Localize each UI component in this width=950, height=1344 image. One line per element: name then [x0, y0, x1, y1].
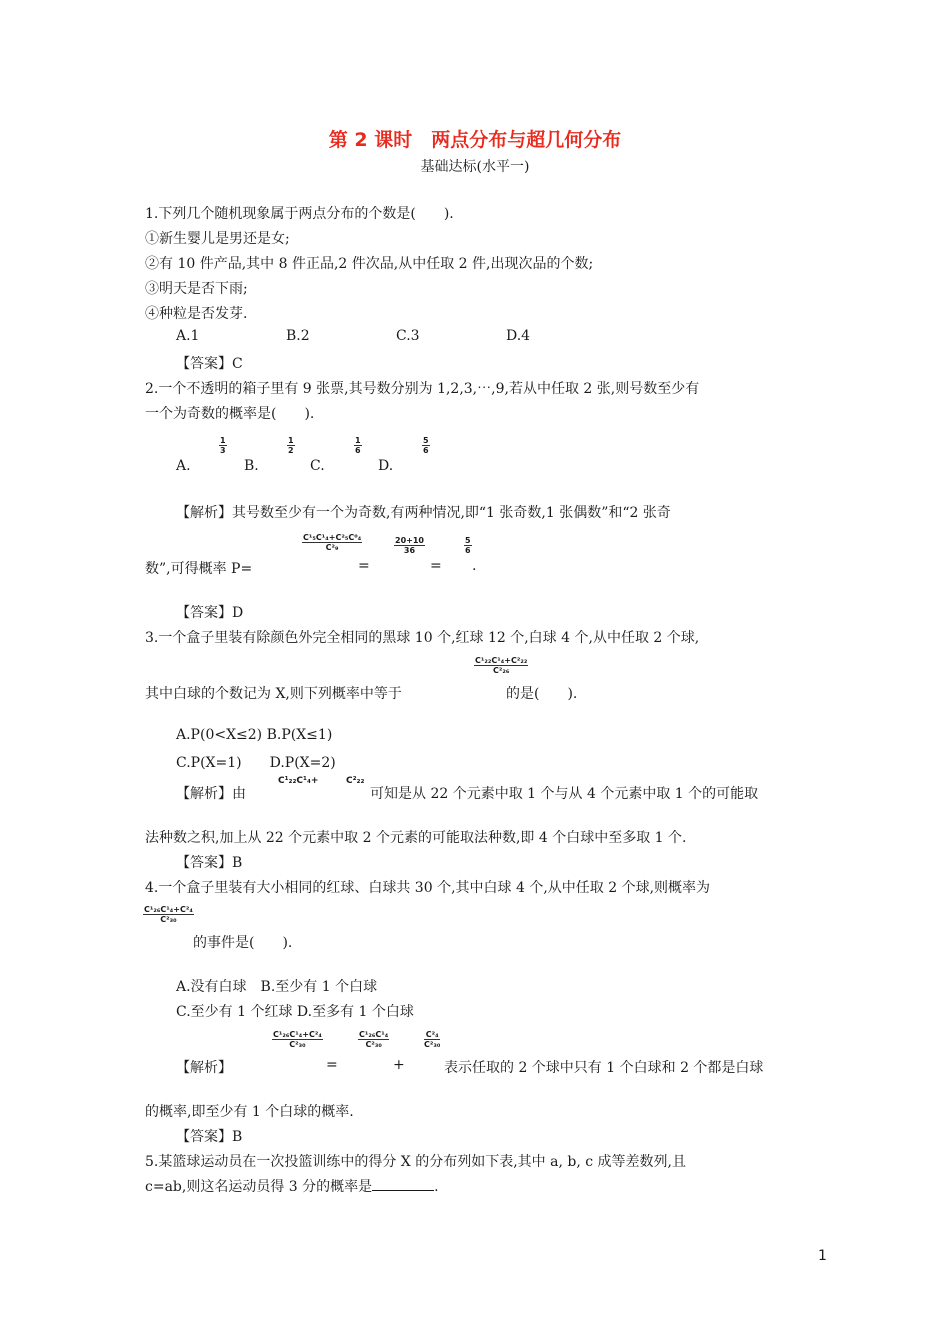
q1-option-d: D.4: [506, 328, 531, 344]
q2-analysis-line1: 【解析】其号数至少有一个为奇数,有两种情况,即“1 张奇数,1 张偶数”和“2 张奇: [176, 505, 671, 521]
q4-analysis-prefix: 【解析】: [176, 1060, 232, 1076]
q3-options-row1: A.P(0<X≤2) B.P(X≤1): [176, 727, 333, 743]
fraction-denominator: 3: [220, 446, 226, 455]
page-subtitle: 基础达标(水平一): [420, 159, 530, 175]
q2-option-d-label: D.: [378, 458, 394, 474]
q4-analysis-fraction-2: [358, 1030, 389, 1049]
q4-equals: =: [326, 1057, 338, 1073]
q2-analysis-fraction-1: [302, 533, 362, 552]
fraction-numerator: 5: [465, 536, 471, 545]
q5-stem-line2-text: c=ab,则这名运动员得 3 分的概率是: [145, 1179, 373, 1195]
q2-stem-line1: 2.一个不透明的箱子里有 9 张票,其号数分别为 1,2,3,⋯,9,若从中任取 2 张,则号数至少有: [145, 381, 700, 397]
q2-answer: 【答案】D: [176, 605, 244, 621]
fraction-denominator: C²₉: [325, 543, 339, 552]
q1-option-c: C.3: [396, 328, 420, 344]
q4-analysis-line2: 的概率,即至少有 1 个白球的概率.: [145, 1104, 354, 1120]
q4-options-row1: A.没有白球 B.至少有 1 个白球: [176, 979, 378, 995]
q3-stem-line2: 其中白球的个数记为 X,则下列概率中等于: [145, 686, 402, 702]
q1-answer: 【答案】C: [176, 356, 243, 372]
q3-analysis-term-1: C¹₂₂C¹₄+: [278, 776, 319, 786]
fraction-denominator: 6: [465, 546, 471, 555]
q3-stem-line1: 3.一个盒子里装有除颜色外完全相同的黑球 10 个,红球 12 个,白球 4 个,从中任取 2 个球,: [145, 630, 700, 646]
q2-equals-1: =: [358, 558, 370, 574]
fraction-numerator: C¹₂₆C¹₄+C²₄: [144, 905, 193, 914]
q4-analysis-fraction-1: [272, 1030, 323, 1049]
q5-stem-line1: 5.某篮球运动员在一次投篮训练中的得分 X 的分布列如下表,其中 a, b, c 成等差数列,且: [145, 1154, 686, 1170]
q1-item-1: ①新生婴儿是男还是女;: [145, 231, 290, 247]
q2-analysis-end: .: [472, 558, 477, 574]
q2-analysis-line2: 数”,可得概率 P=: [145, 561, 253, 577]
fraction-numerator: 1: [288, 436, 294, 445]
fraction-numerator: 20+10: [395, 536, 424, 545]
fraction-numerator: C¹₅C¹₄+C²₅C⁰₄: [303, 533, 362, 542]
q1-item-2: ②有 10 件产品,其中 8 件正品,2 件次品,从中任取 2 件,出现次品的个数;: [145, 256, 594, 272]
q3-answer: 【答案】B: [176, 855, 243, 871]
page-number: 1: [818, 1248, 827, 1264]
q2-stem-line2: 一个为奇数的概率是( ).: [145, 406, 315, 422]
answer-blank: [372, 1178, 434, 1191]
fraction-numerator: 1: [220, 436, 226, 445]
q3-stem-fraction: [474, 656, 528, 675]
fraction-denominator: 6: [355, 446, 361, 455]
q2-option-d-fraction: [422, 436, 430, 455]
fraction-denominator: C²₂₆: [492, 666, 510, 675]
q2-analysis-fraction-2: [394, 536, 425, 555]
q2-option-a-label: A.: [176, 458, 191, 474]
q3-analysis-term-2: C²₂₂: [346, 776, 365, 786]
q3-options-row2: C.P(X=1) D.P(X=2): [176, 755, 336, 771]
q4-stem-line1: 4.一个盒子里装有大小相同的红球、白球共 30 个,其中白球 4 个,从中任取 2 个球,则概率为: [145, 880, 711, 896]
q2-option-c-label: C.: [310, 458, 325, 474]
q4-answer: 【答案】B: [176, 1129, 243, 1145]
fraction-denominator: C²₃₀: [365, 1040, 382, 1049]
q2-option-b-label: B.: [244, 458, 259, 474]
q1-item-4: ④种粒是否发芽.: [145, 306, 248, 322]
fraction-denominator: 2: [288, 446, 294, 455]
q2-option-b-fraction: [287, 436, 295, 455]
fraction-numerator: 1: [355, 436, 361, 445]
q4-analysis-line1: 表示任取的 2 个球中只有 1 个白球和 2 个都是白球: [444, 1060, 764, 1076]
fraction-numerator: C¹₂₂C¹₄+C²₂₂: [475, 656, 528, 665]
fraction-denominator: C²₃₀: [424, 1040, 441, 1049]
fraction-denominator: C²₃₀: [160, 915, 177, 924]
page-title: 第 2 课时 两点分布与超几何分布: [328, 129, 622, 151]
q5-stem-end: .: [434, 1179, 439, 1195]
q5-stem-line2: [145, 1176, 439, 1196]
fraction-denominator: 36: [403, 546, 416, 555]
q3-stem-line2-end: 的是( ).: [506, 686, 578, 702]
q1-stem: 1.下列几个随机现象属于两点分布的个数是( ).: [145, 206, 454, 222]
q4-analysis-fraction-3: [424, 1030, 440, 1049]
q3-analysis-line1: 可知是从 22 个元素中取 1 个与从 4 个元素中取 1 个的可能取: [370, 786, 759, 802]
q4-options-row2: C.至少有 1 个红球 D.至多有 1 个白球: [176, 1004, 414, 1020]
q3-analysis-prefix: 【解析】由: [176, 786, 246, 802]
fraction-numerator: 5: [423, 436, 429, 445]
q2-analysis-fraction-3: [464, 536, 472, 555]
fraction-numerator: C²₄: [425, 1030, 439, 1039]
fraction-numerator: C¹₂₆C¹₄: [359, 1030, 389, 1039]
fraction-numerator: C¹₂₆C¹₄+C²₄: [273, 1030, 322, 1039]
fraction-denominator: C²₃₀: [289, 1040, 306, 1049]
q2-equals-2: =: [430, 558, 442, 574]
q1-option-b: B.2: [286, 328, 310, 344]
q3-analysis-line2: 法种数之积,加上从 22 个元素中取 2 个元素的可能取法种数,即 4 个白球中至多取 1 个.: [145, 830, 687, 846]
q2-option-a-fraction: [219, 436, 227, 455]
q2-option-c-fraction: [354, 436, 362, 455]
q1-option-a: A.1: [176, 328, 200, 344]
q4-stem-line2: 的事件是( ).: [193, 935, 293, 951]
q4-plus: +: [393, 1057, 405, 1073]
q1-item-3: ③明天是否下雨;: [145, 281, 248, 297]
fraction-denominator: 6: [423, 446, 429, 455]
q4-stem-fraction: [143, 905, 194, 924]
